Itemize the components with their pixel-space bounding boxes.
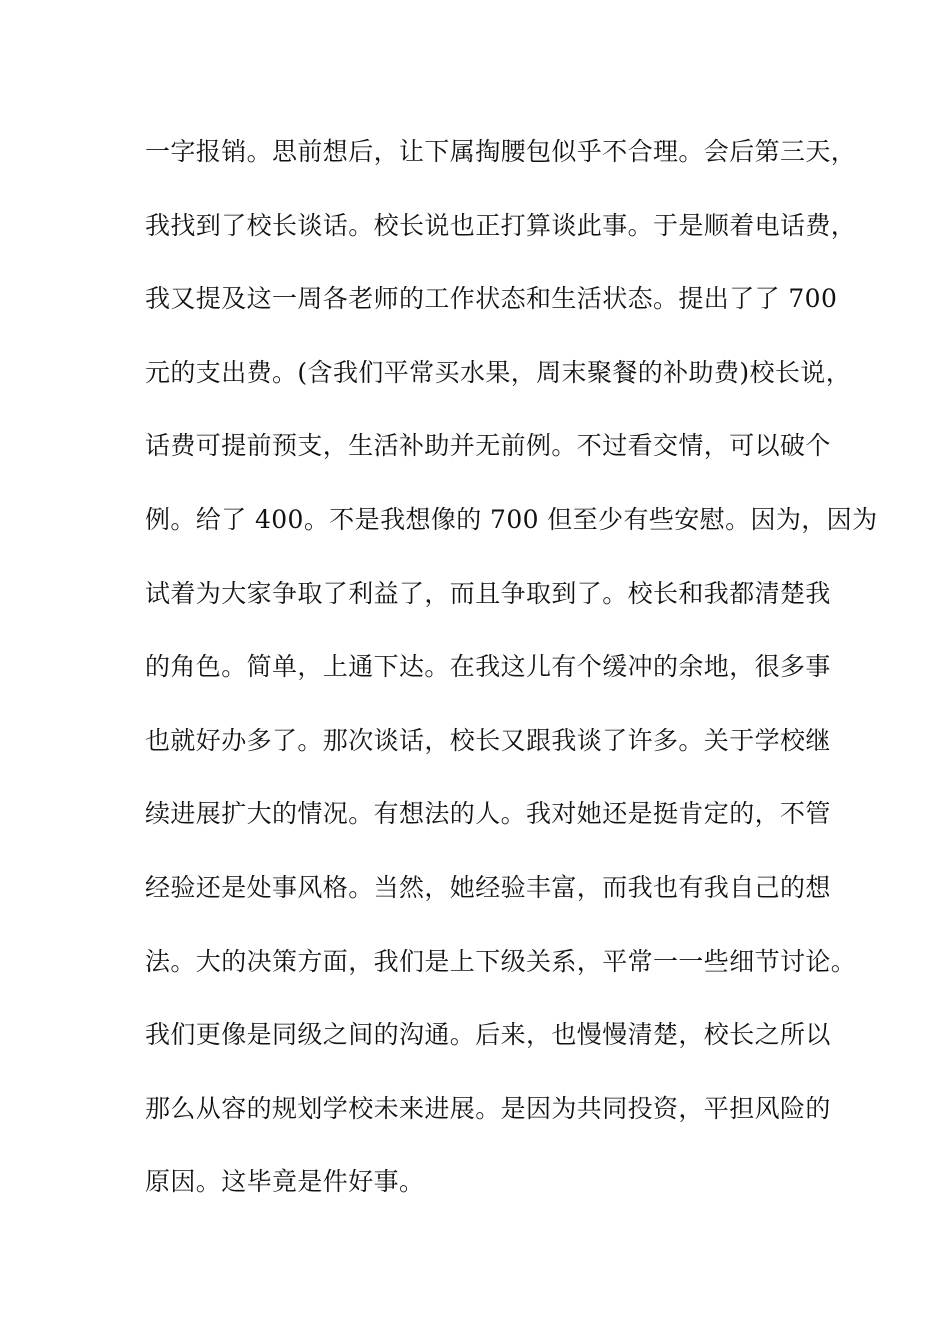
text-line: 那么从容的规划学校未来进展。是因为共同投资，平担风险的	[145, 1093, 831, 1123]
text-line: 的角色。简单，上通下达。在我这儿有个缓冲的余地，很多事	[145, 652, 831, 682]
text-line: 我又提及这一周各老师的工作状态和生活状态。提出了了 700	[145, 284, 838, 314]
text-line: 经验还是处事风格。当然，她经验丰富，而我也有我自己的想	[145, 872, 831, 902]
text-line: 例。给了 400。不是我想像的 700 但至少有些安慰。因为，因为	[145, 504, 878, 534]
text-line: 元的支出费。(含我们平常买水果，周末聚餐的补助费)校长说，	[145, 357, 852, 387]
text-line: 我们更像是同级之间的沟通。后来，也慢慢清楚，校长之所以	[145, 1020, 831, 1050]
text-line: 一字报销。思前想后，让下属掏腰包似乎不合理。会后第三天，	[145, 137, 857, 166]
text-line: 话费可提前预支，生活补助并无前例。不过看交情，可以破个	[145, 431, 831, 461]
body-text	[145, 133, 878, 1237]
text-line: 原因。这毕竟是件好事。	[145, 1167, 425, 1197]
text-line: 法。大的决策方面，我们是上下级关系，平常一一些细节讨论。	[145, 946, 857, 976]
text-line: 试着为大家争取了利益了，而且争取到了。校长和我都清楚我	[145, 578, 831, 608]
text-line: 也就好办多了。那次谈话，校长又跟我谈了许多。关于学校继	[145, 725, 831, 755]
text-line: 我找到了校长谈话。校长说也正打算谈此事。于是顺着电话费，	[145, 210, 857, 240]
text-line: 续进展扩大的情况。有想法的人。我对她还是挺肯定的，不管	[145, 799, 831, 829]
